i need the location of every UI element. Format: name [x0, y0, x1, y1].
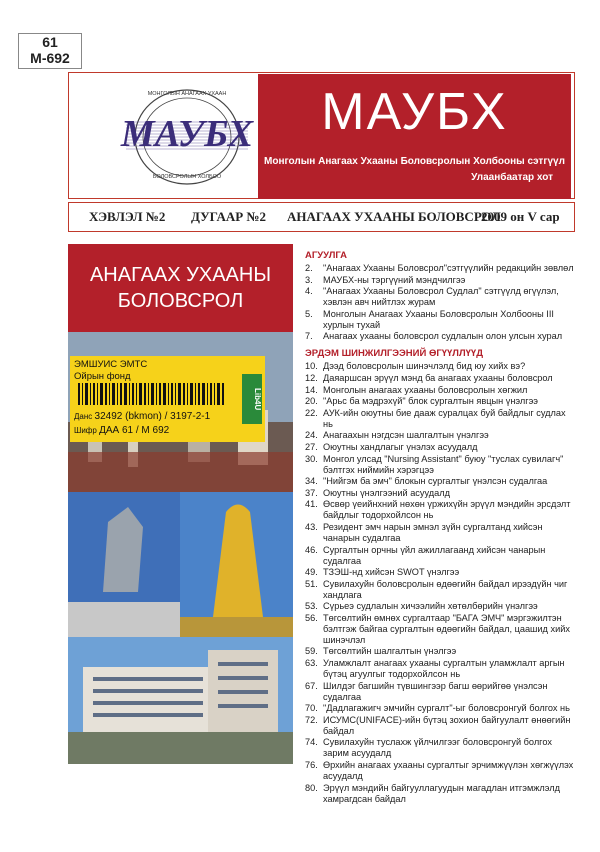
toc-item — [305, 309, 577, 331]
toc-item — [305, 715, 577, 737]
toc-section-1-title: АГУУЛГА — [305, 250, 348, 261]
journal-name-label: АНАГААХ УХААНЫ БОЛОВСРОЛ — [287, 209, 501, 224]
toc-item-page: 14. — [305, 384, 318, 395]
toc-item — [305, 737, 577, 759]
toc-item-page: 76. — [305, 760, 318, 771]
toc-item-page: 49. — [305, 567, 318, 578]
title-banner — [68, 244, 293, 332]
volume-label: ХЭВЛЭЛ №2 — [89, 209, 166, 224]
toc-item — [305, 601, 577, 612]
toc-item — [305, 567, 577, 578]
toc-item-page: 34. — [305, 476, 318, 487]
masthead-title: МАУБХ — [321, 83, 508, 141]
toc-item-page: 2. — [305, 263, 313, 273]
toc-item — [305, 476, 577, 487]
toc-item-title: Төгсөлтийн өмнөх сургалтаар "БАГА ЭМЧ" мэргэжилтэн бэлтгэж байгаа сургалтын өдөөгийн байдал, цаашид хийх шинэчлэл — [323, 612, 570, 645]
title-line-2: БОЛОВСРОЛ — [117, 290, 244, 312]
logo-text: МАУБХ — [120, 113, 254, 155]
toc-item — [305, 613, 577, 646]
toc-item-page: 41. — [305, 499, 318, 510]
toc-item-page: 72. — [305, 714, 318, 725]
toc-item-title: Төгсөлтийн шалгалтын үнэлгээ — [323, 646, 457, 657]
toc-item-page: 43. — [305, 521, 318, 532]
toc-section-2-title: ЭРДЭМ ШИНЖИЛГЭЭНИЙ ӨГҮҮЛЛҮҮД — [305, 348, 483, 360]
toc-item-title: Оюутны хандлагыг үнэлэх асуудалд — [323, 441, 478, 452]
sticker-line-2: M-692 — [30, 50, 70, 66]
toc-item-page: 80. — [305, 782, 318, 793]
journal-logo — [118, 82, 256, 192]
toc-item — [305, 263, 577, 274]
toc-item — [305, 408, 577, 430]
toc-section-2-list — [305, 361, 577, 804]
toc-item-page: 51. — [305, 578, 318, 589]
toc-item-page: 46. — [305, 544, 318, 555]
toc-item-title: АУК-ийн оюутны бие дааж суралцах буй байдлыг судлах нь — [323, 407, 566, 429]
masthead-city: Улаанбаатар хот — [471, 172, 553, 183]
toc-item — [305, 703, 577, 714]
logo-ring-bottom: БОЛОВСРОЛЫН ХОЛБОО — [152, 174, 222, 180]
toc-item-title: Монголын анагаах ухааны боловсролын хөгжил — [323, 384, 528, 395]
toc-item — [305, 373, 577, 384]
toc-item-page: 5. — [305, 308, 313, 319]
toc-item-page: 10. — [305, 361, 318, 372]
toc-item-title: Өсвөр үеийнхний нөхөн үржихүйн эрүүл мэндийн эрсдэлт байдлыг тодорхойлсон нь — [323, 499, 571, 521]
toc-item-page: 20. — [305, 396, 318, 407]
toc-item-page: 56. — [305, 612, 318, 623]
toc-item-page: 63. — [305, 658, 318, 669]
toc-item-title: Резидент эмч нарын эмнэл зүйн сургалтанд хийсэн чанарын судалгаа — [323, 521, 543, 543]
toc-item-title: "Анагаах Ухааны Боловсрол"сэтгүүлийн редакцийн зөвлөл — [323, 263, 574, 273]
toc-item-title: "Анагаах Ухааны Боловсрол Судлал" сэтгүүлд өгүүлэл, хэвлэн авч нийтлэх журам — [323, 286, 559, 308]
toc-item — [305, 499, 577, 521]
toc-item — [305, 430, 577, 441]
toc-item-page: 59. — [305, 646, 318, 657]
label-acc-value: 32492 (bkmon) / 3197-2-1 — [94, 411, 211, 422]
toc-item-title: Монголын Анагаах Ухааны Боловсролын Холбооны III хурлын тухай — [323, 308, 554, 330]
issue-info-bar — [68, 202, 575, 232]
toc-item-title: "Дадлагажигч эмчийн сургалт"-ыг боловсронгуй болгох нь — [323, 703, 570, 714]
barcode-icon — [78, 383, 238, 405]
toc-item-page: 70. — [305, 703, 318, 714]
library-label — [70, 356, 265, 442]
toc-item-title: Шилдэг багшийн түвшингээр багш өөрийгөө үнэлсэн судалгаа — [323, 680, 548, 702]
toc-item — [305, 760, 577, 782]
toc-item — [305, 396, 577, 407]
toc-item-page: 3. — [305, 274, 313, 285]
toc-item — [305, 545, 577, 567]
toc-item-title: Уламжлалт анагаах ухааны сургалтын уламжлалт аргын бүтэц агуулгыг тодорхойлсон нь — [323, 658, 565, 680]
toc-item-title: Сургалтын орчны үйл ажиллагаанд хийсэн чанарын судалгаа — [323, 544, 546, 566]
toc-item-page: 27. — [305, 441, 318, 452]
toc-item-title: Анагаах ухааны боловсрол судлалын олон улсын хурал — [323, 331, 563, 342]
toc-item-title: Дээд боловсролын шинэчлэлд бид юу хийх вэ? — [323, 361, 526, 372]
label-side-tag: Lib4U — [242, 374, 262, 424]
library-sticker — [18, 33, 82, 69]
logo-ring-top: МОНГОЛЫН АНАГААХ УХААН — [147, 91, 227, 97]
toc-section-1-list — [305, 263, 577, 342]
toc-item-page: 24. — [305, 430, 318, 441]
title-line-1: АНАГААХ УХААНЫ — [89, 264, 272, 286]
toc-item-title: ИСУМС(UNIFACE)-ийн бүтэц зохион байгуулалт өнөөгийн байдал — [323, 714, 571, 736]
toc-item — [305, 361, 577, 372]
toc-item-page: 53. — [305, 601, 318, 612]
toc-item-page: 22. — [305, 407, 318, 418]
label-fund: Ойрын фонд — [74, 371, 131, 382]
toc-item-title: Оюутны үнэлгээний асуудалд — [323, 487, 450, 498]
toc-item-page: 12. — [305, 372, 318, 383]
toc-item — [305, 331, 577, 342]
toc-item — [305, 454, 577, 476]
toc-item — [305, 442, 577, 453]
toc-item — [305, 488, 577, 499]
masthead-subtitle: Монголын Анагаах Ухааны Боловсролын Холбооны сэтгүүл — [264, 156, 565, 167]
toc-item — [305, 385, 577, 396]
toc-item — [305, 275, 577, 286]
toc-item-title: Сүрьеэ судлалын хичээлийн хөтөлбөрийн үнэлгээ — [323, 601, 538, 612]
table-of-contents — [305, 250, 577, 805]
label-code-value: ДАА 61 / М 692 — [99, 425, 170, 436]
toc-item-title: "Арьс ба мэдрэхүй" блок сургалтын явцын үнэлгээ — [323, 396, 538, 407]
toc-item-title: Сувилахуйн туслахж үйлчилгээг боловсронгуй болгох зарим асуудалд — [323, 737, 552, 759]
toc-item-title: Сувилахуйн боловсролын өдөөгийн байдал ирээдүйн чиг хандлага — [323, 578, 568, 600]
label-code-label: Шифр — [74, 426, 97, 435]
toc-item — [305, 646, 577, 657]
label-org: ЭМШУИС ЭМТС — [74, 359, 148, 370]
toc-item — [305, 783, 577, 805]
label-acc-label: Данс — [74, 412, 93, 421]
issue-label: ДУГААР №2 — [191, 209, 267, 224]
toc-item-page: 67. — [305, 680, 318, 691]
toc-item — [305, 286, 577, 308]
toc-item-title: "Нийгэм ба эмч" блокын сургалтыг үнэлсэн судалгаа — [323, 476, 548, 487]
toc-item-page: 4. — [305, 286, 313, 297]
masthead-banner — [258, 74, 571, 199]
toc-item-title: ТЗЭШ-нд хийсэн SWOT үнэлгээ — [323, 567, 460, 578]
toc-item — [305, 522, 577, 544]
date-label: 2009 он V сар — [481, 209, 560, 224]
toc-item-page: 30. — [305, 453, 318, 464]
toc-item — [305, 681, 577, 703]
toc-item — [305, 658, 577, 680]
sticker-line-1: 61 — [42, 34, 58, 50]
toc-item-page: 7. — [305, 331, 313, 342]
toc-item — [305, 579, 577, 601]
toc-item-title: Өрхийн анагаах ухааны сургалтыг эрчимжүүлэн хөгжүүлэх асуудалд — [323, 760, 574, 782]
toc-item-title: МАУБХ-ны тэргүүний мэндчилгээ — [323, 274, 466, 285]
toc-item-title: Даяаршсан эрүүл мэнд ба анагаах ухааны боловсрол — [323, 372, 553, 383]
toc-item-page: 74. — [305, 737, 318, 748]
toc-item-title: Анагаахын нэгдсэн шалгалтын үнэлгээ — [323, 430, 489, 441]
toc-item-title: Эрүүл мэндийн байгууллагуудын магадлан итгэмжлэлд хамрагдсан байдал — [323, 782, 560, 804]
toc-item-title: Монгол улсад "Nursing Assistant" буюу "туслах сувилагч" бэлтгэх ниймийн хэрэгцээ — [323, 453, 564, 475]
toc-item-page: 37. — [305, 487, 318, 498]
